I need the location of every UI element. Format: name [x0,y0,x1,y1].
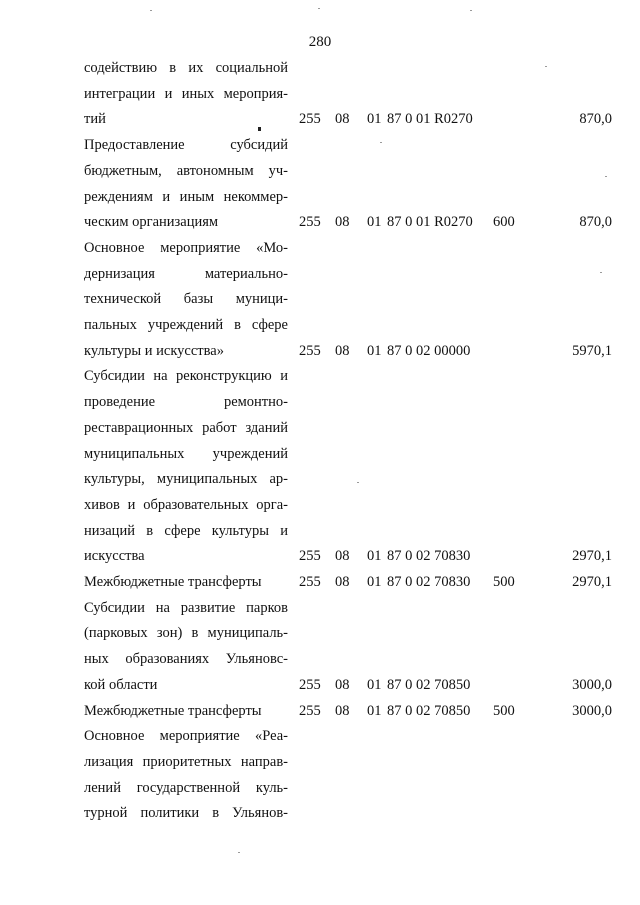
scan-speck [600,272,602,273]
line-description: тий [84,111,106,128]
code-pr: 01 [367,676,382,693]
table-line [84,235,612,261]
line-description: технической базы муници- [84,291,288,308]
line-description: культуры и искусства» [84,342,224,359]
line-description: Субсидии на развитие парков [84,599,288,616]
line-description: ческим организациям [84,214,219,231]
code-grbs: 255 [299,574,321,590]
table-line [84,646,612,672]
table-line [84,441,612,467]
line-description: лизация приоритетных направ- [84,753,288,770]
line-description: пальных учреждений в сфере [84,317,288,333]
scan-speck [318,8,320,9]
table-line [84,55,612,81]
table-line [84,672,612,698]
line-description: содействию в их социальной [84,60,288,76]
code-pr: 01 [367,702,382,719]
table-line [84,723,612,749]
table-line [84,749,612,775]
table-line [84,698,612,724]
table-line [84,543,612,569]
code-cs: 87 0 02 70830 [387,548,471,565]
code-grbs: 255 [299,548,321,565]
line-description: низаций в сфере культуры и [84,522,288,539]
code-rz: 08 [335,702,350,719]
table-line [84,286,612,312]
table-line [84,415,612,441]
code-grbs: 255 [299,342,321,359]
line-description: Межбюджетные трансферты [84,574,262,590]
code-rz: 08 [335,574,350,590]
code-rz: 08 [335,111,350,128]
table-line [84,209,612,235]
line-description: хивов и образовательных орга- [84,496,288,513]
line-description: лений государственной куль- [84,779,288,796]
line-description: искусства [84,548,145,565]
code-cs: 87 0 02 70850 [387,702,471,719]
code-pr: 01 [367,214,382,231]
code-vr: 500 [493,574,515,590]
code-rz: 08 [335,548,350,565]
scan-speck [470,10,472,11]
code-pr: 01 [367,548,382,565]
table-line [84,312,612,338]
line-description: Межбюджетные трансферты [84,702,262,719]
code-cs: 87 0 01 R0270 [387,111,473,128]
page-number: 280 [308,34,332,50]
line-description: дернизация материально- [84,265,288,282]
scan-speck [238,852,240,853]
table-line [84,466,612,492]
scan-speck [357,482,359,483]
line-description: интеграции и иных мероприя- [84,85,288,102]
line-description: реставрационных работ зданий [84,419,288,436]
code-pr: 01 [367,574,382,590]
line-description: Основное мероприятие «Реа- [84,728,288,745]
code-cs: 87 0 01 R0270 [387,214,473,231]
table-line [84,800,612,826]
table-line [84,106,612,132]
line-description: проведение ремонтно- [84,394,288,411]
table-line [84,363,612,389]
code-rz: 08 [335,342,350,359]
line-description: (парковых зон) в муниципаль- [84,625,288,642]
scan-dot [258,127,261,131]
line-description: бюджетным, автономным уч- [84,162,288,179]
table-line [84,492,612,518]
table-line [84,569,612,595]
table-line [84,595,612,621]
code-vr: 500 [493,702,515,719]
code-grbs: 255 [299,111,321,128]
table-line [84,620,612,646]
amount: 870,0 [579,111,612,128]
code-grbs: 255 [299,676,321,693]
table-line [84,158,612,184]
table-line [84,518,612,544]
amount: 2970,1 [572,548,612,565]
line-description: кой области [84,676,158,693]
table-line [84,261,612,287]
line-description: реждениям и иным некоммер- [84,188,288,205]
code-rz: 08 [335,214,350,231]
code-pr: 01 [367,111,382,128]
line-description: ных образованиях Ульяновс- [84,651,288,668]
table-line [84,389,612,415]
scan-speck [545,66,547,67]
table-line [84,132,612,158]
amount: 870,0 [579,214,612,231]
code-grbs: 255 [299,702,321,719]
table-line [84,184,612,210]
line-description: Основное мероприятие «Мо- [84,239,288,256]
line-description: турной политики в Ульянов- [84,805,288,822]
line-description: культуры, муниципальных ар- [84,471,288,488]
amount: 5970,1 [572,342,612,359]
scan-speck [150,10,152,11]
line-description: Предоставление субсидий [84,137,288,154]
code-grbs: 255 [299,214,321,231]
amount: 3000,0 [572,676,612,693]
table-line [84,338,612,364]
line-description: муниципальных учреждений [84,445,288,462]
scan-speck [380,142,382,143]
table-line [84,81,612,107]
amount: 2970,1 [572,574,612,590]
scan-speck [605,176,607,177]
code-cs: 87 0 02 70850 [387,676,471,693]
code-rz: 08 [335,676,350,693]
code-cs: 87 0 02 00000 [387,342,471,359]
table-line [84,775,612,801]
amount: 3000,0 [572,702,612,719]
code-cs: 87 0 02 70830 [387,574,471,590]
code-vr: 600 [493,214,515,231]
code-pr: 01 [367,342,382,359]
line-description: Субсидии на реконструкцию и [84,368,288,385]
